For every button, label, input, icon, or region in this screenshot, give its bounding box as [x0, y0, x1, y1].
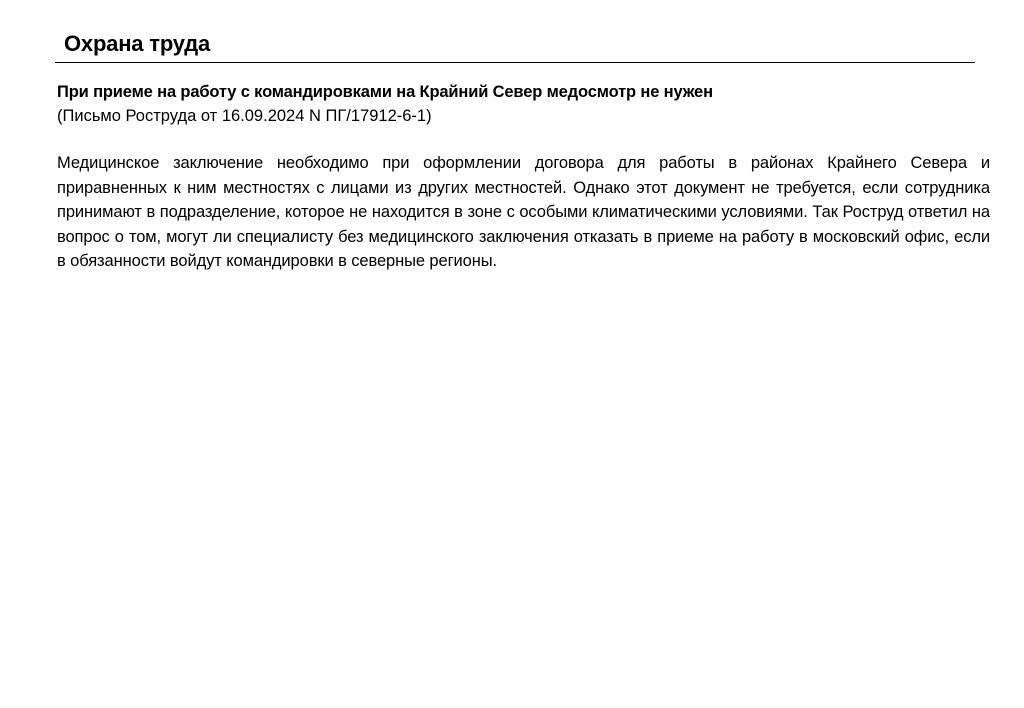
article-body: Медицинское заключение необходимо при оформлении договора для работы в районах Крайнего Севера и приравненных к ним местностях с лицами из других местностей. Однако этот документ не требуется, если сотрудника принимают в подразделение, которое не находится в зоне с особыми климатическими условиями. Так Роструд ответил на вопрос о том, могут ли специалисту без медицинского заключения отказать в приеме на работу в московский офис, если в обязанности войдут командировки в северные регионы.: [57, 154, 990, 270]
section-header: [55, 28, 975, 63]
article-headline: При приеме на работу с командировками на Крайний Север медосмотр не нужен: [57, 83, 713, 101]
section-title: Охрана труда: [64, 31, 211, 56]
article-source: (Письмо Роструда от 16.09.2024 N ПГ/17912-6-1): [57, 107, 432, 125]
article: [57, 80, 990, 274]
